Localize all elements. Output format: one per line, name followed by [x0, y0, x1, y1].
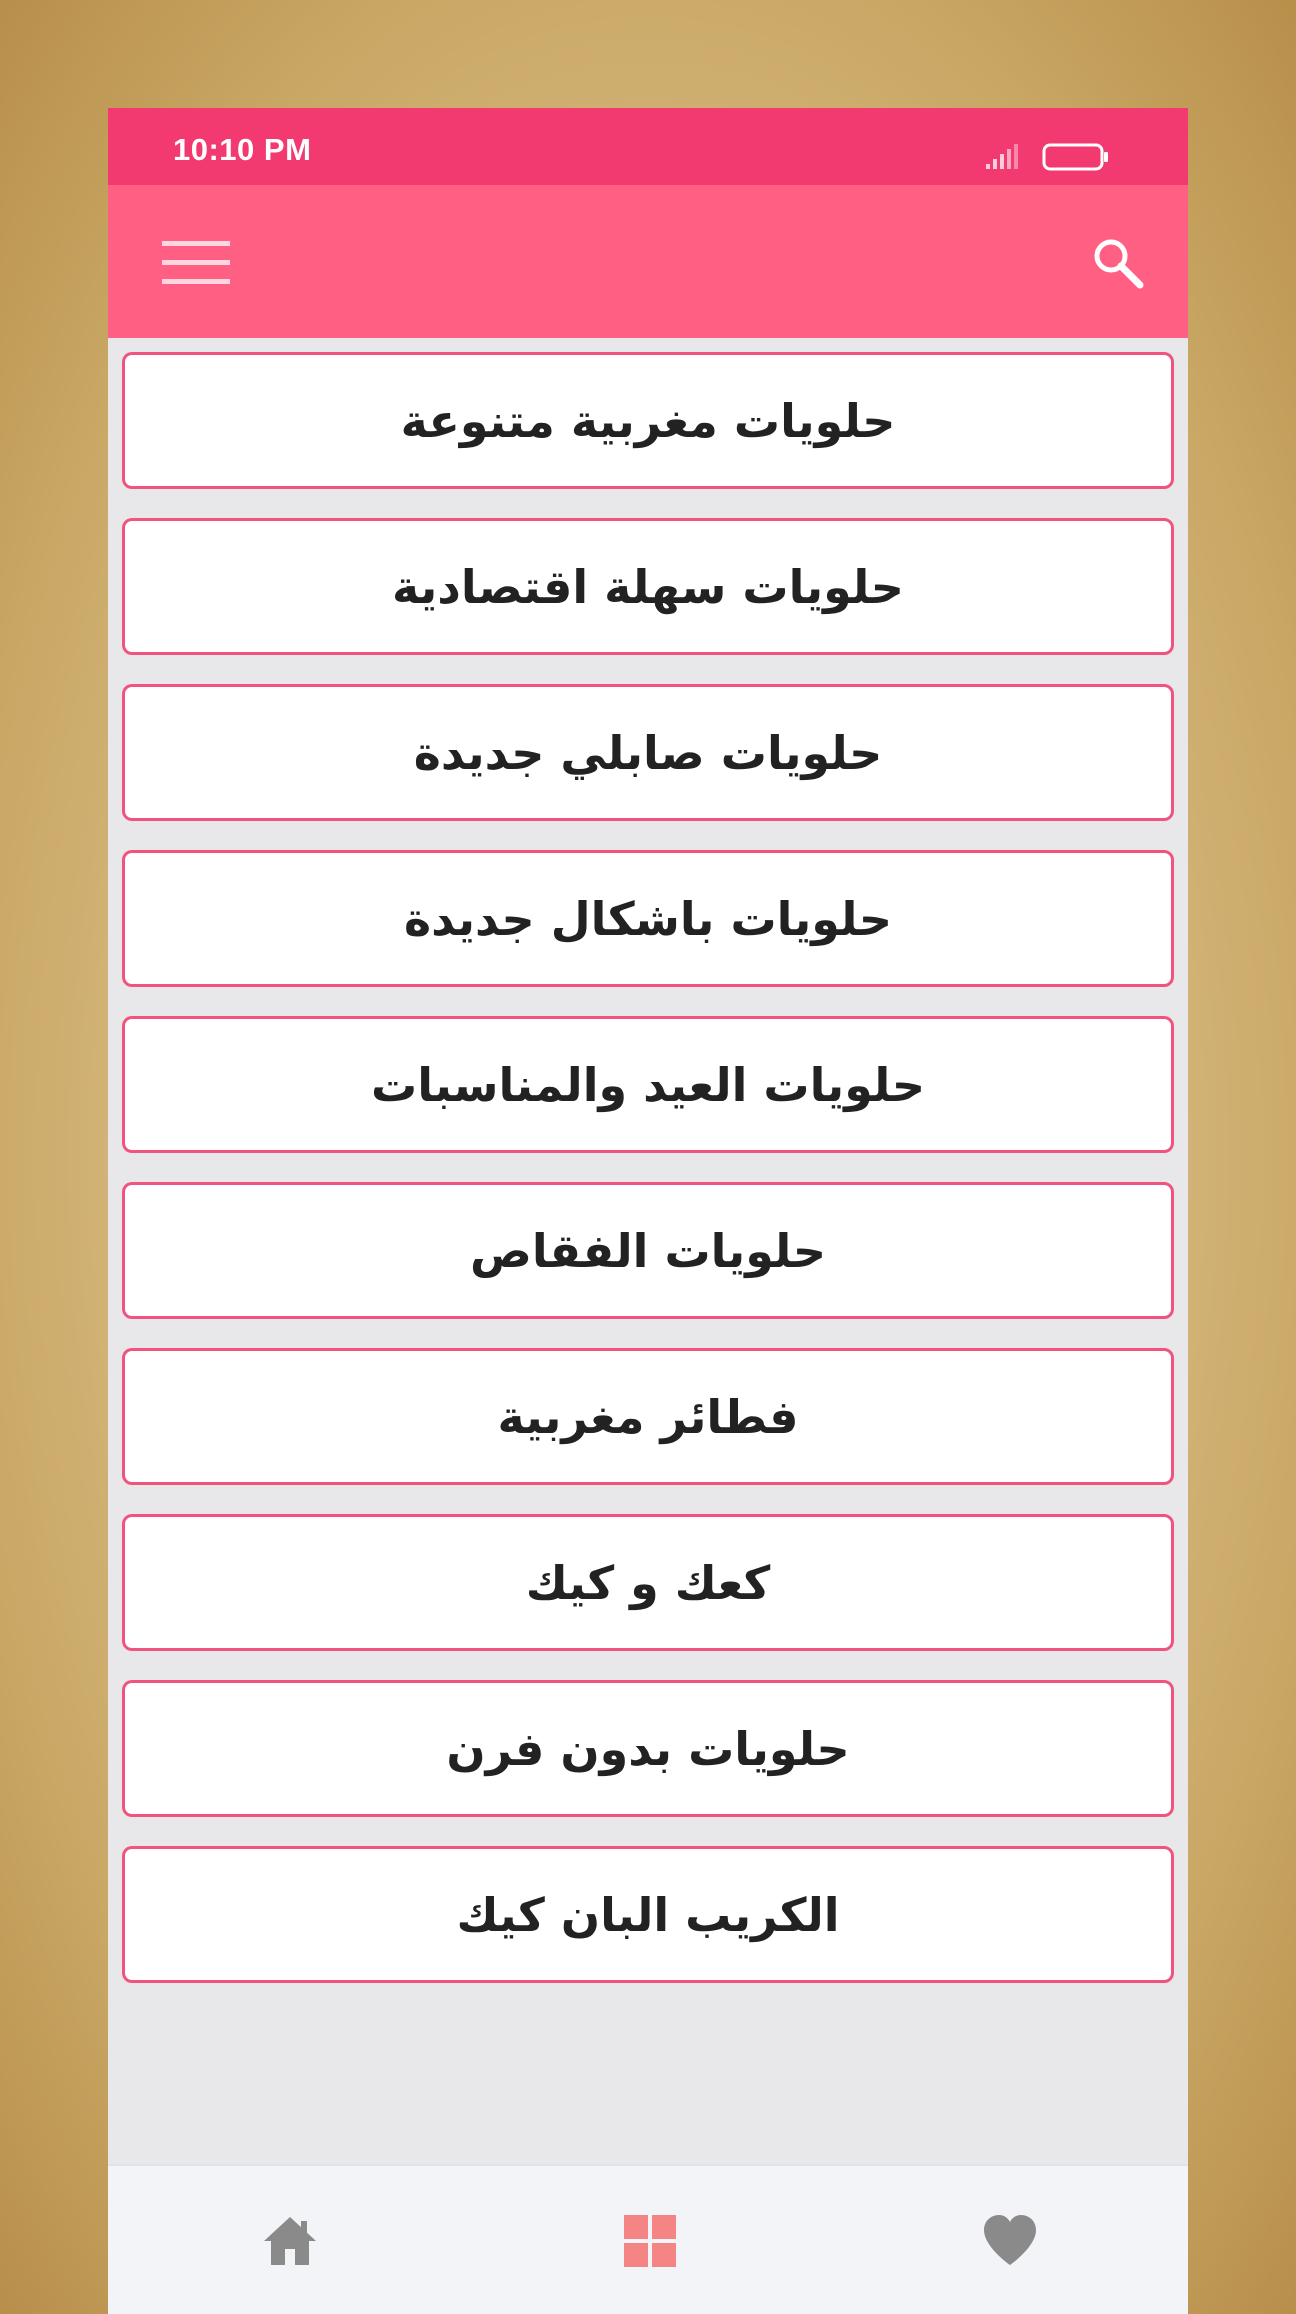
status-bar	[108, 108, 1188, 185]
category-label: الكريب البان كيك	[456, 1887, 840, 1942]
category-label: فطائر مغربية	[497, 1389, 799, 1444]
category-item[interactable]	[122, 850, 1174, 987]
category-item[interactable]	[122, 1182, 1174, 1319]
grid-icon[interactable]	[620, 2211, 680, 2271]
category-label: حلويات العيد والمناسبات	[371, 1057, 925, 1112]
category-item[interactable]	[122, 1846, 1174, 1983]
category-label: حلويات الفقاص	[470, 1223, 826, 1278]
category-label: حلويات صابلي جديدة	[413, 725, 883, 780]
category-item[interactable]	[122, 1016, 1174, 1153]
category-list	[122, 352, 1174, 2012]
battery-icon	[1042, 142, 1112, 172]
app-bar	[108, 185, 1188, 338]
category-item[interactable]	[122, 684, 1174, 821]
category-item[interactable]	[122, 1680, 1174, 1817]
heart-icon[interactable]	[980, 2211, 1040, 2271]
category-label: حلويات باشكال جديدة	[403, 891, 892, 946]
hamburger-menu-icon[interactable]	[160, 237, 232, 289]
category-item[interactable]	[122, 518, 1174, 655]
category-label: حلويات بدون فرن	[446, 1721, 850, 1776]
status-time: 10:10 PM	[173, 132, 312, 167]
signal-icon	[984, 142, 1024, 170]
category-item[interactable]	[122, 1514, 1174, 1651]
category-label: حلويات سهلة اقتصادية	[392, 559, 904, 614]
phone-screen	[108, 108, 1188, 2314]
search-icon[interactable]	[1090, 235, 1146, 291]
category-label: كعك و كيك	[525, 1555, 771, 1610]
category-item[interactable]	[122, 352, 1174, 489]
category-item[interactable]	[122, 1348, 1174, 1485]
home-icon[interactable]	[260, 2211, 320, 2271]
category-label: حلويات مغربية متنوعة	[400, 393, 896, 448]
bottom-navigation	[108, 2164, 1188, 2314]
